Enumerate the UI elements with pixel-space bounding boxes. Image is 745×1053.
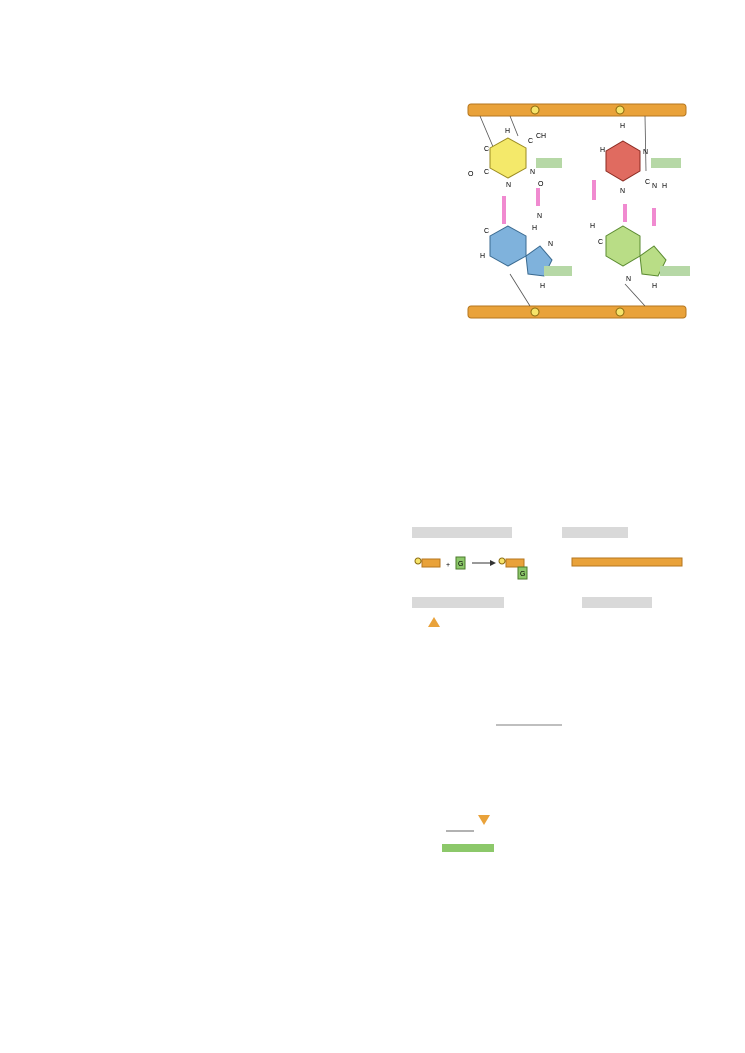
svg-text:H: H xyxy=(590,223,596,230)
thymine-ring xyxy=(490,138,526,178)
label-box xyxy=(536,158,562,168)
functions-section xyxy=(89,407,135,487)
svg-text:N: N xyxy=(537,213,543,220)
svg-text:C: C xyxy=(484,146,490,153)
list-item xyxy=(89,407,135,423)
structure-section xyxy=(89,612,93,628)
arrow-down xyxy=(478,815,490,825)
svg-text:C: C xyxy=(484,228,490,235)
phosphate xyxy=(531,106,539,114)
svg-text:N: N xyxy=(643,149,649,156)
svg-text:CH: CH xyxy=(536,133,547,140)
svg-text:H: H xyxy=(620,123,626,130)
svg-text:N: N xyxy=(548,241,554,248)
dna-section xyxy=(89,265,143,281)
list-item xyxy=(89,471,135,487)
svg-text:G: G xyxy=(520,571,526,578)
svg-text:H: H xyxy=(532,225,538,232)
label-box xyxy=(544,266,572,276)
svg-text:+: + xyxy=(446,562,451,569)
guanine-ring xyxy=(606,226,640,266)
list-item xyxy=(89,439,135,455)
svg-text:N: N xyxy=(506,182,512,189)
label-box xyxy=(660,266,690,276)
phosphate xyxy=(616,106,624,114)
base-pairing-figure xyxy=(440,96,700,336)
svg-text:H: H xyxy=(505,128,511,135)
svg-text:G: G xyxy=(458,561,464,568)
adenine-ring xyxy=(490,226,526,266)
cytosine-ring xyxy=(606,141,640,181)
svg-text:N: N xyxy=(620,188,626,195)
nomenclature-section xyxy=(89,107,93,123)
top-backbone xyxy=(468,104,686,116)
svg-text:C: C xyxy=(484,169,490,176)
svg-text:C: C xyxy=(598,239,604,246)
arrow-up xyxy=(428,617,440,627)
dna-structure-figure xyxy=(410,525,695,855)
svg-text:H: H xyxy=(540,283,546,290)
svg-text:N: N xyxy=(626,276,632,283)
svg-text:C: C xyxy=(528,138,534,145)
svg-text:N: N xyxy=(530,169,536,176)
label-box xyxy=(651,158,681,168)
bullet-item xyxy=(89,265,143,281)
svg-text:H: H xyxy=(600,147,606,154)
phosphate xyxy=(531,308,539,316)
phosphate xyxy=(616,308,624,316)
svg-text:O: O xyxy=(538,181,544,188)
bottom-backbone xyxy=(468,306,686,318)
svg-text:H: H xyxy=(662,183,668,190)
svg-text:C: C xyxy=(645,179,651,186)
svg-text:N: N xyxy=(652,183,658,190)
svg-text:O: O xyxy=(468,171,474,178)
svg-text:H: H xyxy=(480,253,486,260)
svg-text:H: H xyxy=(652,283,658,290)
